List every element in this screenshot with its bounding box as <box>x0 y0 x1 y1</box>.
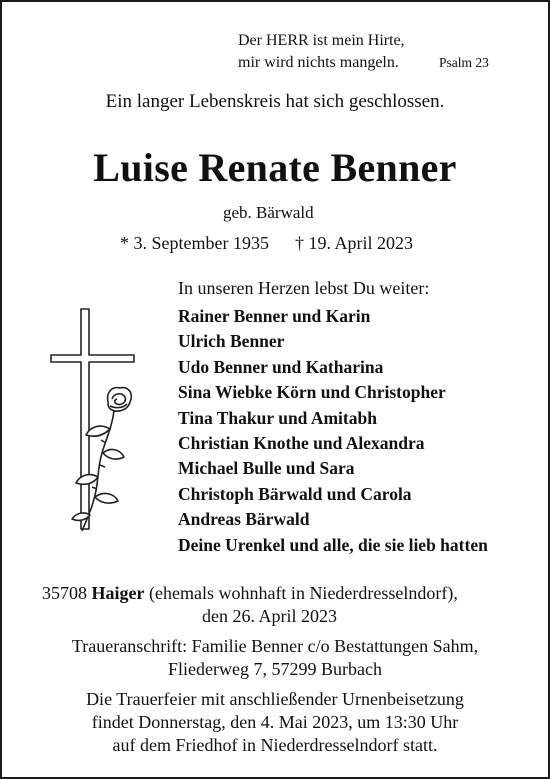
hearts-line: In unseren Herzen lebst Du weiter: <box>178 278 430 298</box>
ceremony-line-1: Die Trauerfeier mit anschließender Urnenbeisetzung <box>86 689 464 709</box>
maiden-name: geb. Bärwald <box>223 203 314 222</box>
place-and-date <box>42 582 518 628</box>
mourners-list <box>178 304 488 558</box>
mourner-item: Sina Wiebke Körn und Christopher <box>178 382 446 403</box>
postcode: 35708 <box>42 583 87 603</box>
mourner-item: Deine Urenkel und alle, die sie lieb hatten <box>178 534 488 555</box>
town: Haiger <box>91 583 145 603</box>
funeral-service-info <box>2 688 548 757</box>
life-dates <box>120 233 413 254</box>
address-line-1: Traueranschrift: Familie Benner c/o Bestattungen Sahm, <box>71 636 479 656</box>
psalm-line-2: mir wird nichts mangeln. <box>238 54 399 71</box>
psalm-reference: Psalm 23 <box>439 55 489 70</box>
notice-date: den 26. April 2023 <box>202 606 337 626</box>
mourner-item: Tina Thakur und Amitabh <box>178 407 377 428</box>
psalm-quote <box>238 30 489 74</box>
ceremony-line-2: findet Donnerstag, den 4. Mai 2023, um 13:30 Uhr <box>91 712 459 732</box>
mourning-address <box>2 635 548 681</box>
mourner-item: Andreas Bärwald <box>178 509 310 530</box>
psalm-line-1: Der HERR ist mein Hirte, <box>238 32 405 49</box>
birth-date: * 3. September 1935 <box>120 233 269 253</box>
former-residence-note: (ehemals wohnhaft in Niederdresselndorf), <box>148 583 458 603</box>
mourner-item: Ulrich Benner <box>178 331 285 352</box>
mourner-item: Michael Bulle und Sara <box>178 458 355 479</box>
death-date: † 19. April 2023 <box>294 233 413 253</box>
address-line-2: Fliederweg 7, 57299 Burbach <box>168 659 382 679</box>
mourner-item: Udo Benner und Katharina <box>178 356 384 377</box>
deceased-name: Luise Renate Benner <box>93 145 457 190</box>
mourner-item: Christoph Bärwald und Carola <box>178 483 412 504</box>
cross-with-rose-icon <box>48 307 140 537</box>
mourner-item: Rainer Benner und Karin <box>178 306 371 326</box>
intro-line: Ein langer Lebenskreis hat sich geschlossen. <box>105 91 445 112</box>
mourner-item: Christian Knothe und Alexandra <box>178 433 425 454</box>
ceremony-line-3: auf dem Friedhof in Niederdresselndorf statt. <box>112 735 438 755</box>
